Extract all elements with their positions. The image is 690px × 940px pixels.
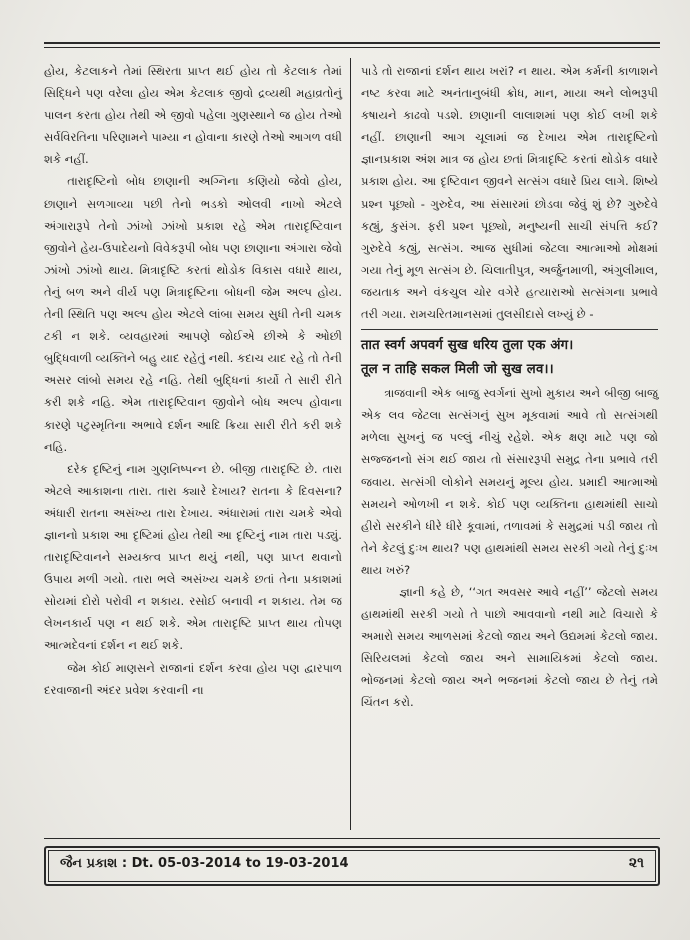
left-paragraph-3: દરેક દૃષ્ટિનું નામ ગુણનિષ્પન્ન છે. બીજી તારાદૃષ્ટિ છે. તારા એટલે આકાશના તારા. તારા ક્યારે દેખાય? રાતના કે દિવસના? અંધારી રાતના અસંખ્ય તારા દેખાય. અંધારામાં તારા ચમકે એવો જ્ઞાનનો પ્રકાશ આ દૃષ્ટિમાં હોય તેથી આ દૃષ્ટિનું નામ તારા પડ્યું. તારાદૃષ્ટિવાનને સમ્યક્ત્વ પ્રાપ્ત થયું નથી, પણ પ્રાપ્ત થવાનો ઉપાય મળી ગયો. તારા ભલે અસંખ્ય ચમકે છતાં તેના પ્રકાશમાં સોયમાં દોરો પરોવી ન શકાય. રસોઈ બનાવી ન શકાય. તેમ જ લેખનકાર્ય પણ ન થઈ શકે. એમ તારાદૃષ્ટિ પ્રાપ્ત થાય તોપણ આત્મદેવનાં દર્શન ન થઈ શકે. [44, 461, 342, 653]
column-divider [350, 58, 351, 830]
left-column [44, 60, 342, 701]
top-rule [44, 42, 660, 48]
left-paragraph-4: જેમ કોઈ માણસને રાજાનાં દર્શન કરવા હોય પણ દ્વારપાળ દરવાજાની અંદર પ્રવેશ કરવાની ના [44, 660, 342, 697]
footer-rule [44, 838, 660, 841]
right-column [361, 60, 658, 714]
page-number: ૨૧ [628, 855, 644, 871]
right-paragraph-3: જ્ઞાની કહે છે, ‘‘ગત અવસર આવે નહીં’’ જેટલો સમય હાથમાંથી સરકી ગયો તે પાછો આવવાનો નથી માટે વિચારો કે અમારો સમય આળસમાં કેટલો જાય અને ઉદ્યમમાં કેટલો જાય. સિરિયલમાં કેટલો જાય અને સામાયિકમાં કેટલો જાય. ભોજનમાં કેટલો જાય અને ભજનમાં કેટલો જાય છે તેનું તમે ચિંતન કરો. [361, 584, 658, 710]
left-paragraph-1: હોય, કેટલાકને તેમાં સ્થિરતા પ્રાપ્ત થઈ હોય તો કેટલાક તેમાં સિદ્ધિને પણ વરેલા હોય એમ કેટલાક જીવો દ્રવ્યથી મહાવ્રતોનું પાલન કરતા હોય તેથી એ જીવો પહેલા ગુણસ્થાને જ હોય તેઓ સર્વવિરતિના પરિણામને પામ્યા ન હોવાના કારણે તેઓ આગળ વધી શકે નહીં. [44, 64, 342, 167]
left-paragraph-2: તારાદૃષ્ટિનો બોધ છાણાની અગ્નિના કણિયો જેવો હોય, છાણાને સળગાવ્યા પછી તેનો ભડકો ઓલવી નાખો એટલે અંગારારૂપે તેનો ઝાંખો ઝાંખો પ્રકાશ રહે એમ તારાદૃષ્ટિવાન જીવોને હેય-ઉપાદેયનો વિવેકરૂપી બોધ પણ છાણાના અંગારા જેવો ઝાંખો ઝાંખો થાય. મિત્રાદૃષ્ટિ કરતાં થોડોક વિકાસ વધારે થાય, તેનું બળ અને વીર્ય પણ મિત્રાદૃષ્ટિના બોધની જેમ અલ્પ હોય. તેની સ્થિતિ પણ અલ્પ હોય એટલે લાંબા સમય સુધી તેની ચમક ટકી ન શકે. વ્યવહારમાં આપણે જોઈએ છીએ કે ઓછી બુદ્ધિવાળી વ્યક્તિને બહુ યાદ રહેતું નથી. કદાચ યાદ રહે તો તેની અસર લાંબો સમય રહે નહિ. તેથી બુદ્ધિનાં કાર્યો તે સારી રીતે કરી શકે નહિ. એમ તારાદૃષ્ટિવાન જીવોને બોધ અલ્પ હોવાના કારણે પટુસ્મૃતિના અભાવે દર્શન આદિ ક્રિયા સારી રીતે કરી શકે નહિ. [44, 174, 342, 454]
hindi-quote-line-2: तूल न ताहि सकल मिली जो सुख लव।। [361, 362, 554, 378]
right-paragraph-2: ત્રાજવાની એક બાજુ સ્વર્ગનાં સુખો મુકાય અને બીજી બાજુ એક લવ જેટલા સત્સંગનું સુખ મૂકવામાં આવે તો સત્સંગથી મળેલા સુખનું જ પલ્લું નીચું રહેશે. એક ક્ષણ માટે પણ જો સજ્જનનો સંગ થઈ જાય તો સંસારરૂપી સમુદ્ર તેના પ્રભાવે તરી જવાય. સત્સંગી લોકોને સમયનું મૂલ્ય હોય. પ્રમાદી આત્માઓ સમયને ઓળખી ન શકે. કોઈ પણ વ્યક્તિના હાથમાંથી સાચો હીરો સરકીને ધીરે ધીરે કૂવામાં, તળાવમાં કે સમુદ્રમાં પડી જાય તો તેને કેટલું દુઃખ થાય? પણ હાથમાંથી સમય સરકી ગયો તેનું દુઃખ થાય ખરું? [361, 386, 658, 577]
publication-info: જૈન પ્રકાશ : Dt. 05-03-2014 to 19-03-2014 [60, 856, 349, 871]
footer [44, 846, 660, 886]
hindi-quote-line-1: तात स्वर्ग अपवर्ग सुख धरिय तुला एक अंग। [361, 338, 574, 354]
right-paragraph-1: પાડે તો રાજાનાં દર્શન થાય ખરાં? ન થાય. એમ કર્મની કાળાશને નષ્ટ કરવા માટે અનંતાનુબંધી ક્રોધ, માન, માયા અને લોભરૂપી કષાયને કાઢવો પડશે. છાણાની લાલાશમાં પણ કોઈ લખી શકે નહીં. છાણાની આગ ચૂલામાં જ દેખાય એમ તારાદૃષ્ટિનો જ્ઞાનપ્રકાશ અંશ માત્ર જ હોય છતાં મિત્રાદૃષ્ટિ કરતાં થોડોક વધારે પ્રકાશ હોય. આ દૃષ્ટિવાન જીવને સત્સંગ વધારે પ્રિય લાગે. શિષ્યે પ્રશ્ન પૂછ્યો - ગુરુદેવ, આ સંસારમાં છોડવા જેવું શું છે? ગુરુદેવે કહ્યું, કુસંગ. ફરી પ્રશ્ન પૂછ્યો, મનુષ્યની સાચી સંપત્તિ કઈ? ગુરુદેવે કહ્યું, સત્સંગ. આજ સુધીમાં જેટલા આત્માઓ મોક્ષમાં ગયા તેનું મૂળ સત્સંગ છે. ચિલાતીપુત્ર, અર્જુનમાળી, અંગુલીમાલ, જયતાક અને વંકચુલ ચોર વગેરે હત્યારાઓ સત્સંગના પ્રભાવે તરી ગયા. રામચરિતમાનસમાં તુલસીદાસે લખ્યું છે - [361, 64, 658, 322]
quote-divider [361, 329, 658, 330]
